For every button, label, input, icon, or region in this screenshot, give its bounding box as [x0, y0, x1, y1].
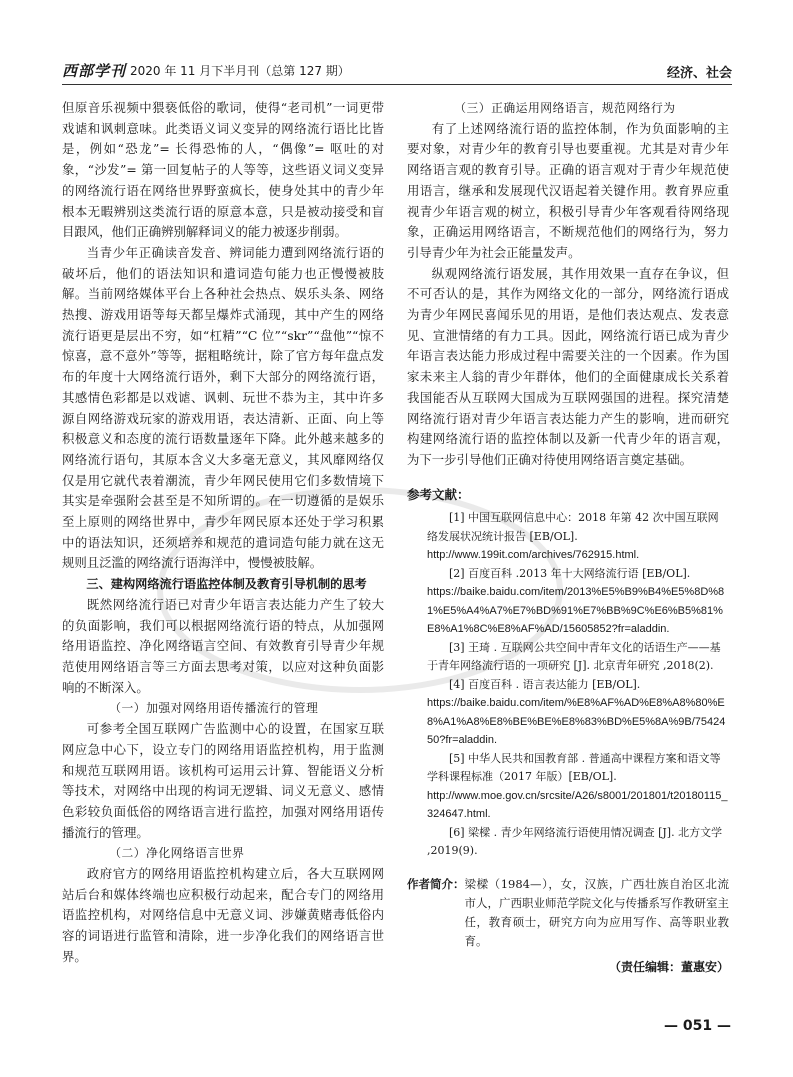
left-column [62, 98, 384, 968]
reference-url[interactable]: http://www.199it.com/archives/762915.html. [427, 549, 640, 562]
reference-item: [3] 王琦 . 互联网公共空间中青年文化的话语生产——基于青年网络流行语的一项研究 [J]. 北京青年研究 ,2018(2). [427, 640, 721, 673]
right-column [407, 98, 729, 978]
reference-url[interactable]: https://baike.baidu.com/item/%E8%AF%AD%E8%A8%80%E8%A1%A8%E8%BE%BE%E8%83%BD%E5%8A%9B/7542450?fr=aladdin. [427, 697, 726, 747]
subsection-heading: （二）净化网络语言世界 [109, 846, 245, 861]
header-rule [62, 84, 732, 85]
reference-item: [2] 百度百科 .2013 年十大网络流行语 [EB/OL]. https://baike.baidu.com/item/2013%E5%B9%B4%E5%8D%81%E5%A4%A7%E7%BD%91%E7%BB%9C%E6%B5%81%E8%A1%8C%E8%AF%AD/15605852?fr=aladdin. [427, 566, 725, 636]
editor-credit: （责任编辑：董惠安） [608, 959, 729, 974]
reference-item: [1] 中国互联网信息中心：2018 年第 42 次中国互联网络发展状况统计报告 [EB/OL]. http://www.199it.com/archives/762915.html. [427, 511, 719, 562]
paragraph: 既然网络流行语已对青少年语言表达能力产生了较大的负面影响，我们可以根据网络流行语的特点，从加强网络用语监控、净化网络语言空间、有效教育引导青少年规范使用网络语言等三方面去思考对策，以应对这种负面影响的不断深入。 [62, 596, 384, 695]
paragraph: 可参考全国互联网广告监测中心的设置，在国家互联网应急中心下，设立专门的网络用语监控机构，用于监测和规范互联网用语。该机构可运用云计算、智能语义分析等技术，对网络中出现的构词无逻辑、词义无意义、感情色彩较负面低俗的网络语言进行监控，加强对网络用语传播流行的管理。 [62, 721, 384, 840]
subsection-heading: （三）正确运用网络语言，规范网络行为 [454, 101, 676, 115]
paragraph: 但原音乐视频中猥亵低俗的歌词，使得“老司机”一词更带戏谑和讽刺意味。此类语义词义变异的网络流行语比比皆是，例如“恐龙”= 长得恐怖的人，“偶像”= 呕吐的对象，“沙发”= 第一回复帖子的人等等，这些语义词义变异的网络流行语在网络世界野蛮疯长，使身处其中的青少年根本无暇辨别这类流行语的原意本意，只是被动接受和盲目跟风，他们正确辨别解释词义的能力被逐步削弱。 [62, 100, 384, 240]
references-title: 参考文献： [407, 486, 470, 502]
page-header [62, 60, 732, 82]
paragraph: 当青少年正确读音发音、辨词能力遭到网络流行语的破坏后，他们的语法知识和遣词造句能力也正慢慢被肢解。当前网络媒体平台上各种社会热点、娱乐头条、网络热搜、游戏用语等每天都呈爆炸式涌现，其中产生的网络流行语更是层出不穷，如“杠精”“C 位”“skr”“盘他”“惊不惊喜，意不意外”等等，据粗略统计，除了官方每年盘点发布的年度十大网络流行语外，剩下大部分的网络流行语，其感情色彩都是以戏谑、讽刺、玩世不恭为主，其中许多源自网络游戏玩家的游戏用语，表达清新、正面、向上等积极意义和态度的流行语数量逐年下降。此外越来越多的网络流行语句，其原本含义大多毫无意义，其风靡网络仅仅是用它就代表着潮流，青少年网民使用它们多数情境下其实是牵强附会甚至是不知所谓的。在一切遵循的是娱乐至上原则的网络世界中，青少年网民原本还处于学习积累中的语法知识，还须培养和规范的遣词造句能力就在这无规则且泛滥的网络流行语海洋中，慢慢被肢解。 [62, 244, 384, 571]
paragraph: 有了上述网络流行语的监控体制，作为负面影响的主要对象，对青少年的教育引导也要重视。尤其是对青少年网络语言观的教育引导。正确的语言观对于青少年规范使用语言，继承和发展现代汉语起着关键作用。教育界应重视青少年语言观的树立，积极引导青少年客观看待网络现象，正确运用网络语言，不断规范他们的网络行为，努力引导青少年为社会正能量发声。 [407, 120, 729, 260]
reference-url[interactable]: https://baike.baidu.com/item/2013%E5%B9%B4%E5%8D%81%E5%A4%A7%E7%BD%91%E7%BB%9C%E6%B5%81%E8%A1%8C%E8%AF%AD/15605852?fr=aladdin. [427, 586, 725, 636]
section-title: 经济、社会 [666, 66, 732, 81]
author-label: 作者简介： [407, 876, 465, 891]
reference-url[interactable]: http://www.moe.gov.cn/srcsite/A26/s8001/201801/t20180115_324647.html. [427, 789, 728, 821]
reference-item: [5] 中华人民共和国教育部 . 普通高中课程方案和语文等学科课程标准（2017 年版）[EB/OL]. http://www.moe.gov.cn/srcsite/A26/s8001/201801/t20180115_324647.html. [427, 751, 728, 821]
paragraph: 政府官方的网络用语监控机构建立后，各大互联网网站后台和媒体终端也应积极行动起来，配合专门的网络用语监控机构，对网络信息中无意义词、涉嫌黄赌毒低俗内容的词语进行监管和清除，进一步净化我们的网络语言世界。 [62, 866, 384, 964]
section-heading: 三、建构网络流行语监控体制及教育引导机制的思考 [86, 577, 367, 592]
references-list [407, 509, 729, 861]
reference-item: [6] 梁樑 . 青少年网络流行语使用情况调查 [J]. 北方文学 ,2019(9). [427, 825, 723, 858]
reference-item: [4] 百度百科 . 语言表达能力 [EB/OL]. https://baike.baidu.com/item/%E8%AF%AD%E8%A8%80%E8%A1%A8%E8%BE%BE%E8%83%BD%E5%8A%9B/7542450?fr=aladdin. [427, 677, 726, 747]
paragraph: 纵观网络流行语发展，其作用效果一直存在争议，但不可否认的是，其作为网络文化的一部分，网络流行语成为青少年网民喜闻乐见的用语，是他们表达观点、发表意见、宣泄情绪的有力工具。因此，网络流行语已成为青少年语言表达能力形成过程中需要关注的一个因素。作为国家未来主人翁的青少年群体，他们的全面健康成长关系着我国能否从互联网大国成为互联网强国的进程。探究清楚网络流行语对青少年语言表达能力产生的影响，进而研究构建网络流行语的监控体制以及新一代青少年的语言观，为下一步引导他们正确对待使用网络语言奠定基础。 [407, 265, 729, 467]
issue-info: 2020 年 11 月下半月刊（总第 127 期） [130, 64, 350, 78]
subsection-heading: （一）加强对网络用语传播流行的管理 [109, 701, 319, 716]
author-bio [407, 875, 729, 951]
author-text: 梁樑（1984—），女，汉族，广西壮族自治区北流市人，广西职业师范学院文化与传播系写作教研室主任，教育硕士，研究方向为应用写作、高等职业教育。 [464, 876, 729, 948]
page-number: — 051 — [664, 1018, 731, 1034]
journal-logo: 西部学刊 [62, 62, 127, 80]
